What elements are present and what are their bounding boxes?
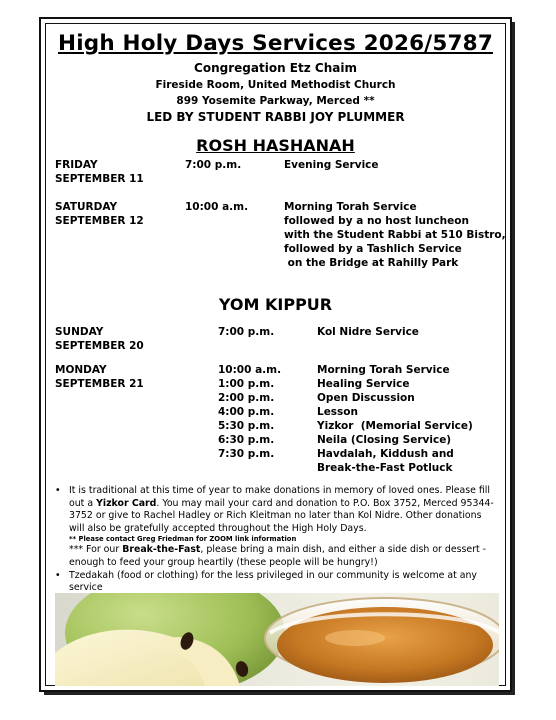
note-yizkor [54, 485, 499, 570]
note-yizkor-text-a: It is traditional at this time of year to make donations in memory of loved ones. Please fill out a [69, 485, 490, 509]
rh-saturday-event-3: with the Student Rabbi at 510 Bistro, [284, 229, 506, 241]
yk-monday-time-3: 2:00 p.m. [218, 392, 275, 404]
yk-monday-event-2: Healing Service [317, 378, 410, 390]
yk-monday-date: SEPTEMBER 21 [55, 378, 144, 390]
rh-friday-day: FRIDAY [55, 159, 98, 171]
note-yizkor-card: Yizkor Card [96, 497, 157, 509]
note-tzedakah [54, 570, 499, 595]
yk-monday-time-7: 7:30 p.m. [218, 448, 275, 460]
note-break-fast-a: *** For our [69, 544, 123, 556]
rh-saturday-event-1: Morning Torah Service [284, 201, 417, 213]
rh-friday-event: Evening Service [284, 159, 379, 171]
border-shadow-bottom [44, 692, 515, 695]
rh-saturday-day: SATURDAY [55, 201, 118, 213]
note-break-fast-b: , please bring a main dish, and either a side dish or dessert - enough to feed your group heartily (these people will be hungry!) [69, 544, 487, 568]
yk-monday-event-5: Yizkor (Memorial Service) [317, 420, 473, 432]
note-tzedakah-text: Tzedakah (food or clothing) for the less privileged in our community is welcome at any service [69, 569, 477, 594]
yk-monday-event-8: Break-the-Fast Potluck [317, 462, 453, 474]
rh-saturday-event-4: followed by a Tashlich Service [284, 243, 462, 255]
rh-friday-time: 7:00 p.m. [185, 159, 242, 171]
yk-monday-time-5: 5:30 p.m. [218, 420, 275, 432]
yk-sunday-day: SUNDAY [55, 326, 104, 338]
congregation-name: Congregation Etz Chaim [194, 61, 357, 75]
note-break-fast-bold: Break-the-Fast [122, 544, 201, 556]
bullet-icon: • [55, 485, 61, 496]
rosh-hashanah-heading: ROSH HASHANAH [196, 136, 355, 155]
yk-sunday-time: 7:00 p.m. [218, 326, 275, 338]
yk-monday-event-4: Lesson [317, 406, 359, 418]
rh-saturday-time: 10:00 a.m. [185, 201, 249, 213]
yk-monday-event-7: Havdalah, Kiddush and [317, 448, 454, 460]
yk-sunday-event: Kol Nidre Service [317, 326, 419, 338]
bullet-icon: • [55, 569, 61, 581]
leader-line: LED BY STUDENT RABBI JOY PLUMMER [146, 110, 405, 124]
yom-kippur-heading: YOM KIPPUR [218, 295, 333, 314]
yk-sunday-date: SEPTEMBER 20 [55, 340, 144, 352]
rh-friday-date: SEPTEMBER 11 [55, 173, 144, 185]
address-line: 899 Yosemite Parkway, Merced ** [176, 95, 375, 107]
rh-saturday-date: SEPTEMBER 12 [55, 215, 144, 227]
yk-monday-time-2: 1:00 p.m. [218, 378, 275, 390]
yk-monday-time-4: 4:00 p.m. [218, 406, 275, 418]
notes-section [54, 485, 499, 595]
yk-monday-time-6: 6:30 p.m. [218, 434, 275, 446]
yk-monday-time-1: 10:00 a.m. [218, 364, 282, 376]
note-yizkor-text-b: . You may mail your card and donation to P.O. Box 3752, Merced 95344-3752 or give to Rachel Hadley or Rich Kleitman no later than Kol Nidre. Other donations will also be gratefully accepted throughout the High Holy Days. [69, 497, 494, 534]
apple-honey-illustration [55, 593, 499, 686]
page-title: High Holy Days Services 2026/5787 [58, 31, 493, 56]
rh-saturday-event-5: on the Bridge at Rahilly Park [284, 257, 459, 269]
yk-monday-event-3: Open Discussion [317, 392, 415, 404]
note-zoom: ** Please contact Greg Friedman for ZOOM link information [69, 535, 297, 544]
venue-line: Fireside Room, United Methodist Church [155, 79, 396, 91]
yk-monday-event-1: Morning Torah Service [317, 364, 450, 376]
yk-monday-event-6: Neila (Closing Service) [317, 434, 452, 446]
yk-monday-day: MONDAY [55, 364, 107, 376]
apple-honey-photo [55, 593, 499, 686]
border-shadow-right [512, 22, 515, 695]
rh-saturday-event-2: followed by a no host luncheon [284, 215, 469, 227]
